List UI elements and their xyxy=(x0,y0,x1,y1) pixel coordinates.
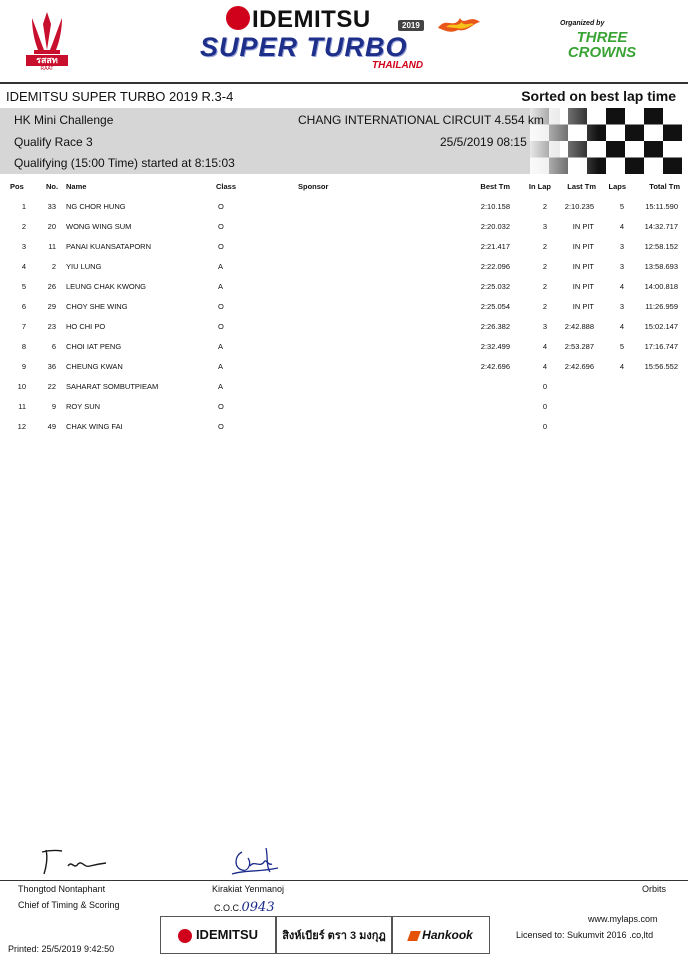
row-name: NG CHOR HUNG xyxy=(66,202,126,211)
header-laps: Laps xyxy=(608,182,626,191)
row-no: 11 xyxy=(48,242,56,251)
row-pos: 11 xyxy=(18,402,26,411)
table-row xyxy=(0,402,688,416)
row-total-time: 13:58.693 xyxy=(644,262,678,271)
row-in-lap: 0 xyxy=(542,422,547,431)
checkered-flag-icon xyxy=(530,108,682,174)
table-row xyxy=(0,322,688,336)
row-pos: 4 xyxy=(21,262,26,271)
row-pos: 2 xyxy=(21,222,26,231)
row-no: 36 xyxy=(47,362,56,371)
row-best-time: 2:21.417 xyxy=(480,242,510,251)
row-no: 20 xyxy=(47,222,56,231)
row-name: CHOI IAT PENG xyxy=(66,342,122,351)
table-row xyxy=(0,382,688,396)
row-pos: 9 xyxy=(21,362,26,371)
row-name: CHAK WING FAI xyxy=(66,422,123,431)
row-total-time: 11:26.959 xyxy=(645,302,678,311)
year-badge: 2019 xyxy=(398,20,424,31)
row-in-lap: 2 xyxy=(542,242,547,251)
row-in-lap: 2 xyxy=(542,282,547,291)
brand-title: IDEMITSU xyxy=(252,6,371,33)
table-row xyxy=(0,242,688,256)
table-row xyxy=(0,362,688,376)
row-no: 9 xyxy=(51,402,56,411)
organizer-logo: THREE CROWNS xyxy=(567,29,637,61)
row-name: SAHARAT SOMBUTPIEAM xyxy=(66,382,159,391)
row-class: O xyxy=(218,222,224,231)
row-laps: 3 xyxy=(619,262,624,271)
row-no: 2 xyxy=(51,262,56,271)
row-class: O xyxy=(218,242,224,251)
table-row xyxy=(0,282,688,296)
row-in-lap: 3 xyxy=(542,322,547,331)
row-class: A xyxy=(218,282,224,291)
sponsor-beer-text: สิงห์เบียร์ ตรา 3 มงกุฎ xyxy=(282,930,386,942)
sponsor-idemitsu xyxy=(160,916,276,954)
row-class: O xyxy=(218,422,224,431)
event-logo-subtitle: THAILAND xyxy=(372,60,424,71)
qualifying-info: Qualifying (15:00 Time) started at 8:15:03 xyxy=(14,156,235,170)
row-class: A xyxy=(218,342,224,351)
row-pos: 10 xyxy=(17,382,26,391)
row-best-time: 2:22.096 xyxy=(480,262,510,271)
row-last-time: 2:53.287 xyxy=(564,342,594,351)
table-row xyxy=(0,342,688,356)
coc-prefix: C.O.C. xyxy=(214,903,242,913)
session-name: Qualify Race 3 xyxy=(14,135,93,149)
session-datetime: 25/5/2019 08:15 xyxy=(440,135,527,149)
row-name: WONG WING SUM xyxy=(66,222,132,231)
hankook-logo-icon xyxy=(407,931,421,941)
header-class: Class xyxy=(216,182,237,191)
idemitsu-mark-icon xyxy=(226,6,250,30)
header-in-lap: In Lap xyxy=(528,182,551,191)
table-row xyxy=(0,222,688,236)
sort-label: Sorted on best lap time xyxy=(521,88,676,104)
row-in-lap: 4 xyxy=(542,362,547,371)
row-class: A xyxy=(218,262,224,271)
circuit-name: CHANG INTERNATIONAL CIRCUIT 4.554 km xyxy=(298,113,544,127)
row-name: LEUNG CHAK KWONG xyxy=(66,282,147,291)
row-name: YIU LUNG xyxy=(66,262,102,271)
row-laps: 5 xyxy=(619,202,624,211)
row-in-lap: 2 xyxy=(542,202,547,211)
row-total-time: 12:58.152 xyxy=(644,242,678,251)
row-total-time: 14:00.818 xyxy=(644,282,678,291)
row-last-time: IN PIT xyxy=(572,222,594,231)
coc-label xyxy=(214,900,275,915)
row-class: A xyxy=(218,382,224,391)
row-laps: 4 xyxy=(619,362,624,371)
row-name: PANAI KUANSATAPORN xyxy=(66,242,152,251)
row-class: O xyxy=(218,402,224,411)
license-info: Licensed to: Sukumvit 2016 .co,ltd xyxy=(516,930,654,940)
row-last-time: IN PIT xyxy=(572,302,594,311)
row-best-time: 2:25.032 xyxy=(480,282,510,291)
row-pos: 1 xyxy=(21,202,26,211)
row-pos: 7 xyxy=(21,322,26,331)
sponsor-hankook-text: Hankook xyxy=(422,928,473,942)
row-no: 23 xyxy=(47,322,56,331)
row-pos: 6 xyxy=(21,302,26,311)
raat-logo-text: รสสท xyxy=(26,55,68,66)
row-laps: 4 xyxy=(619,222,624,231)
header-best-time: Best Tm xyxy=(480,182,510,191)
row-in-lap: 0 xyxy=(542,382,547,391)
signature-timing-chief xyxy=(40,846,110,876)
header-no: No. xyxy=(46,182,59,191)
row-name: CHOY SHE WING xyxy=(66,302,128,311)
row-laps: 5 xyxy=(619,342,624,351)
row-no: 6 xyxy=(51,342,56,351)
row-class: A xyxy=(218,362,224,371)
official1-name: Thongtod Nontaphant xyxy=(18,884,106,894)
organized-by-label: Organized by xyxy=(560,20,605,27)
row-in-lap: 0 xyxy=(542,402,547,411)
event-title: IDEMITSU SUPER TURBO 2019 R.3-4 xyxy=(6,89,234,104)
row-class: O xyxy=(218,302,224,311)
row-laps: 3 xyxy=(619,242,624,251)
row-laps: 4 xyxy=(619,322,624,331)
header-divider xyxy=(0,82,688,84)
row-no: 22 xyxy=(47,382,56,391)
table-row xyxy=(0,262,688,276)
row-laps: 4 xyxy=(619,282,624,291)
row-name: CHEUNG KWAN xyxy=(66,362,123,371)
header-pos: Pos xyxy=(10,182,24,191)
row-last-time: IN PIT xyxy=(572,262,594,271)
table-row xyxy=(0,422,688,436)
row-class: O xyxy=(218,202,224,211)
website: www.mylaps.com xyxy=(588,914,658,924)
idemitsu-logo-icon xyxy=(178,929,192,943)
flame-icon xyxy=(436,12,482,34)
table-row xyxy=(0,302,688,316)
row-best-time: 2:20.032 xyxy=(480,222,510,231)
row-pos: 8 xyxy=(21,342,26,351)
orbits-label: Orbits xyxy=(642,884,667,894)
row-in-lap: 3 xyxy=(542,222,547,231)
row-best-time: 2:10.158 xyxy=(480,202,510,211)
row-name: HO CHI PO xyxy=(66,322,106,331)
row-no: 26 xyxy=(47,282,56,291)
class-name: HK Mini Challenge xyxy=(14,113,114,127)
row-last-time: IN PIT xyxy=(572,282,594,291)
row-total-time: 15:56.552 xyxy=(644,362,678,371)
header-total-time: Total Tm xyxy=(649,182,680,191)
table-row xyxy=(0,202,688,216)
printed-timestamp: Printed: 25/5/2019 9:42:50 xyxy=(8,944,115,954)
row-no: 33 xyxy=(47,202,56,211)
header-sponsor: Sponsor xyxy=(298,182,329,191)
row-no: 49 xyxy=(47,422,56,431)
row-laps: 3 xyxy=(619,302,624,311)
sponsor-hankook xyxy=(392,916,490,954)
official2-name: Kirakiat Yenmanoj xyxy=(212,884,285,894)
header-last-time: Last Tm xyxy=(567,182,596,191)
row-class: O xyxy=(218,322,224,331)
row-total-time: 15:11.590 xyxy=(645,202,678,211)
row-in-lap: 2 xyxy=(542,262,547,271)
row-no: 29 xyxy=(47,302,56,311)
row-last-time: 2:42.696 xyxy=(564,362,594,371)
row-total-time: 17:16.747 xyxy=(644,342,678,351)
row-last-time: 2:10.235 xyxy=(564,202,594,211)
event-logo-title: SUPER TURBO xyxy=(200,32,408,62)
raat-logo-sub: RAAT xyxy=(40,66,54,72)
row-best-time: 2:32.499 xyxy=(480,342,510,351)
row-best-time: 2:26.382 xyxy=(480,322,510,331)
sponsor-idemitsu-text: IDEMITSU xyxy=(195,927,259,943)
row-pos: 12 xyxy=(17,422,26,431)
row-total-time: 14:32.717 xyxy=(644,222,678,231)
sponsor-three-crowns-beer xyxy=(276,916,392,954)
official1-role: Chief of Timing & Scoring xyxy=(18,900,120,910)
coc-number: 0943 xyxy=(241,900,275,915)
row-total-time: 15:02.147 xyxy=(644,322,678,331)
row-pos: 3 xyxy=(21,242,26,251)
row-last-time: 2:42.888 xyxy=(564,322,594,331)
row-name: ROY SUN xyxy=(66,402,101,411)
row-best-time: 2:42.696 xyxy=(480,362,510,371)
row-best-time: 2:25.054 xyxy=(480,302,510,311)
row-pos: 5 xyxy=(21,282,26,291)
signature-coc xyxy=(226,846,282,878)
row-in-lap: 2 xyxy=(542,302,547,311)
raat-logo xyxy=(26,10,68,72)
row-last-time: IN PIT xyxy=(572,242,594,251)
footer-divider xyxy=(0,880,688,881)
header-name: Name xyxy=(66,182,87,191)
row-in-lap: 4 xyxy=(542,342,547,351)
